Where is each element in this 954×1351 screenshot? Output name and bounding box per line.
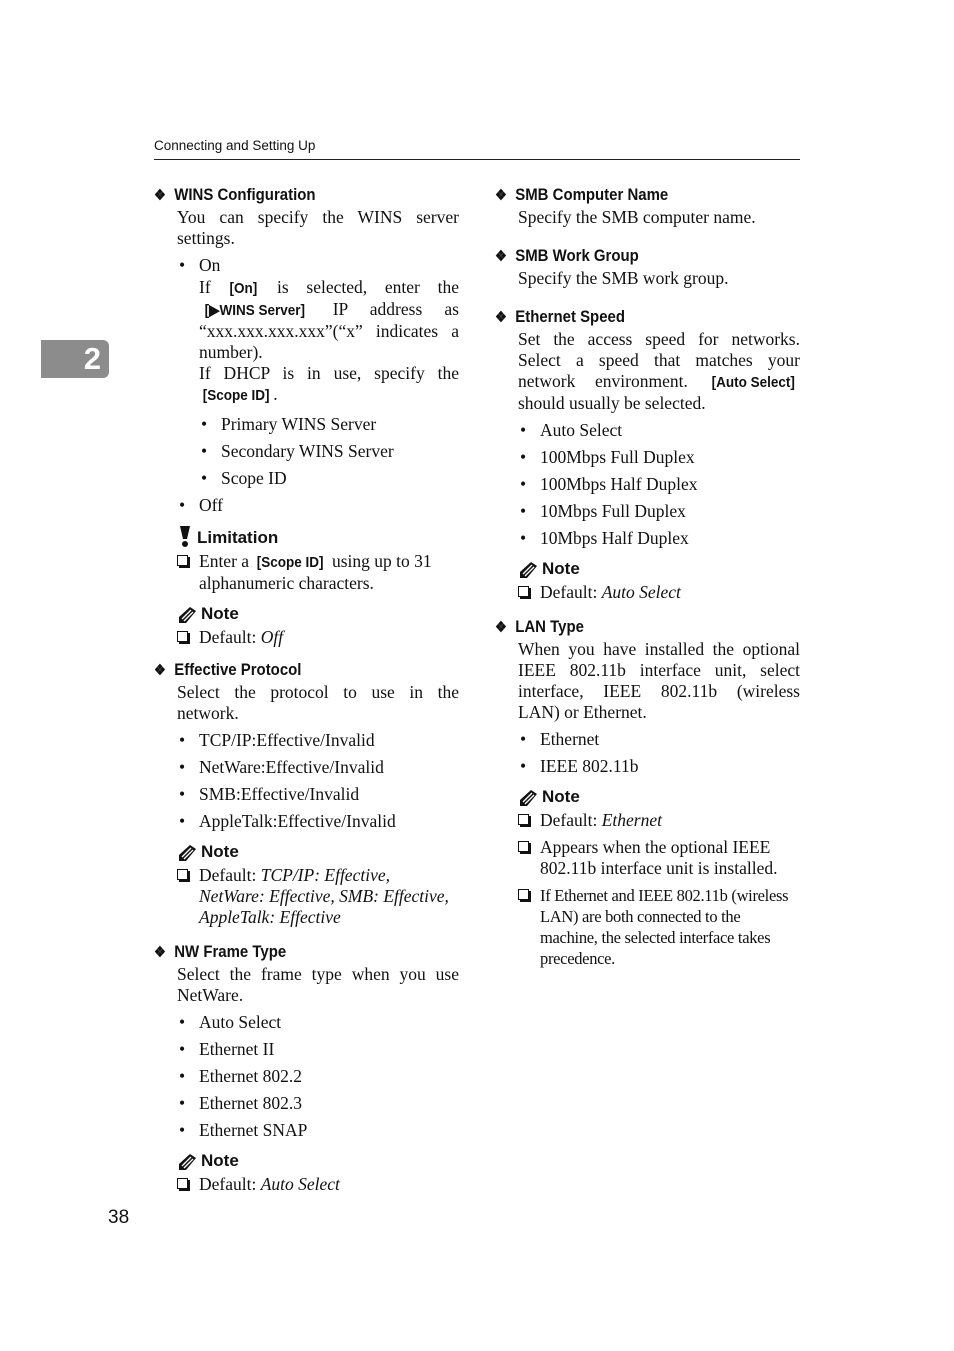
sub-list-item: • Secondary WINS Server xyxy=(201,441,394,461)
section-description: You can specify the WINS server settings. xyxy=(177,207,459,248)
limitation-label: Limitation xyxy=(197,528,279,547)
ui-label: [Scope ID] xyxy=(202,387,270,404)
note-item: Default: Off xyxy=(177,627,459,648)
section-title: ❖ Ethernet Speed xyxy=(495,307,625,326)
checkbox-icon xyxy=(177,555,188,566)
section-description: Set the access speed for networks. Select a speed that matches your network environment. [Auto Select] should usually be selected. xyxy=(518,329,800,413)
list-item: • Ethernet 802.2 xyxy=(179,1066,303,1086)
diamond-icon: ❖ xyxy=(495,248,507,265)
diamond-icon: ❖ xyxy=(154,187,166,204)
ui-label: [Scope ID] xyxy=(257,554,324,571)
pencil-note-icon xyxy=(177,1153,197,1171)
dhcp-description: If DHCP is in use, specify the [Scope ID] . xyxy=(199,363,459,404)
diamond-icon: ❖ xyxy=(154,944,166,961)
pencil-note-icon xyxy=(518,561,538,579)
section-description: Select the protocol to use in the network. xyxy=(177,682,459,723)
checkbox-icon xyxy=(518,841,529,852)
diamond-icon: ❖ xyxy=(495,619,507,636)
list-item: • SMB:Effective/Invalid xyxy=(179,784,360,804)
limitation-icon xyxy=(177,526,193,548)
list-item: • IEEE 802.11b xyxy=(520,756,639,776)
protocol-section xyxy=(154,660,459,928)
header-title: Connecting and Setting Up xyxy=(154,138,316,153)
list-item: • 100Mbps Full Duplex xyxy=(520,447,695,467)
section-title: ❖ WINS Configuration xyxy=(154,185,316,204)
list-item: • Ethernet II xyxy=(179,1039,275,1059)
checkbox-icon xyxy=(518,889,529,900)
section-title: ❖ SMB Computer Name xyxy=(495,185,669,204)
section-description: Specify the SMB work group. xyxy=(518,268,729,288)
right-column xyxy=(495,185,800,983)
diamond-icon: ❖ xyxy=(495,187,507,204)
chapter-tab: 2 xyxy=(41,340,109,378)
section-description: When you have installed the optional IEEE 802.11b interface unit, select interface, IEEE 802.11b (wireless LAN) or Ethernet. xyxy=(518,639,800,722)
note-item: Appears when the optional IEEE 802.11b interface unit is installed. xyxy=(518,837,800,879)
list-item: • Ethernet 802.3 xyxy=(179,1093,303,1113)
diamond-icon: ❖ xyxy=(495,309,507,326)
lan-type-section xyxy=(495,617,800,969)
note-label: Note xyxy=(542,787,580,806)
list-item: • Auto Select xyxy=(520,420,623,440)
ui-label: [On] xyxy=(229,280,258,297)
limitation-callout xyxy=(177,526,459,594)
page-number: 38 xyxy=(108,1207,130,1228)
list-item: • 100Mbps Half Duplex xyxy=(520,474,698,494)
checkbox-icon xyxy=(177,631,188,642)
section-title: ❖ NW Frame Type xyxy=(154,942,287,961)
pencil-note-icon xyxy=(177,844,197,862)
note-label: Note xyxy=(542,559,580,578)
note-callout xyxy=(177,842,459,928)
note-item: If Ethernet and IEEE 802.11b (wireless LAN) are both connected to the machine, the selected interface takes precedence. xyxy=(518,885,800,969)
on-description: If [On] is selected, enter the [▶WINS Server] IP address as “xxx.xxx.xxx.xxx”(“x” indicates a number). xyxy=(199,277,459,362)
section-title: ❖ Effective Protocol xyxy=(154,660,302,679)
list-item: • AppleTalk:Effective/Invalid xyxy=(179,811,396,831)
list-item: • NetWare:Effective/Invalid xyxy=(179,757,384,777)
smb-computer-name-section xyxy=(495,185,800,228)
sub-list-item: • Scope ID xyxy=(201,468,287,488)
note-callout xyxy=(518,559,800,603)
section-description: Specify the SMB computer name. xyxy=(518,207,756,227)
note-callout xyxy=(177,604,459,648)
section-title: ❖ SMB Work Group xyxy=(495,246,639,265)
note-callout xyxy=(518,787,800,969)
running-header xyxy=(154,138,800,160)
list-item: • TCP/IP:Effective/Invalid xyxy=(179,730,375,750)
sub-list-item: • Primary WINS Server xyxy=(201,414,377,434)
ethernet-speed-section xyxy=(495,307,800,603)
list-item: • On If [On] is selected, enter the [▶WINS Server] IP address as “xxx.xxx.xxx.xxx”(“x” indicates a number). If DHCP is in use, specify the [Scope ID] . • Primary WINS Server • Secondary WINS Server • Scope ID xyxy=(179,255,459,488)
pencil-note-icon xyxy=(177,606,197,624)
frame-type-section xyxy=(154,942,459,1195)
note-item: Default: Ethernet xyxy=(518,810,800,831)
note-label: Note xyxy=(201,604,239,623)
ui-label: [▶WINS Server] xyxy=(204,302,305,319)
note-item: Default: Auto Select xyxy=(518,582,800,603)
wins-section xyxy=(154,185,459,648)
note-label: Note xyxy=(201,842,239,861)
list-item: • Auto Select xyxy=(179,1012,282,1032)
smb-work-group-section xyxy=(495,246,800,289)
checkbox-icon xyxy=(177,869,188,880)
left-column xyxy=(154,185,459,1209)
list-item: • Ethernet SNAP xyxy=(179,1120,308,1140)
limitation-item: Enter a [Scope ID] using up to 31 alphanumeric characters. xyxy=(177,551,459,594)
note-label: Note xyxy=(201,1151,239,1170)
ui-label: [Auto Select] xyxy=(712,374,796,391)
list-item: • 10Mbps Full Duplex xyxy=(520,501,686,521)
checkbox-icon xyxy=(518,814,529,825)
checkbox-icon xyxy=(518,586,529,597)
note-item: Default: Auto Select xyxy=(177,1174,459,1195)
checkbox-icon xyxy=(177,1178,188,1189)
section-description: Select the frame type when you use NetWare. xyxy=(177,964,459,1005)
list-item: • Off xyxy=(179,495,223,515)
pencil-note-icon xyxy=(518,789,538,807)
list-item: • Ethernet xyxy=(520,729,600,749)
note-item: Default: TCP/IP: Effective, NetWare: Effective, SMB: Effective, AppleTalk: Effective xyxy=(177,865,459,928)
diamond-icon: ❖ xyxy=(154,662,166,679)
list-item: • 10Mbps Half Duplex xyxy=(520,528,689,548)
note-callout xyxy=(177,1151,459,1195)
section-title: ❖ LAN Type xyxy=(495,617,584,636)
